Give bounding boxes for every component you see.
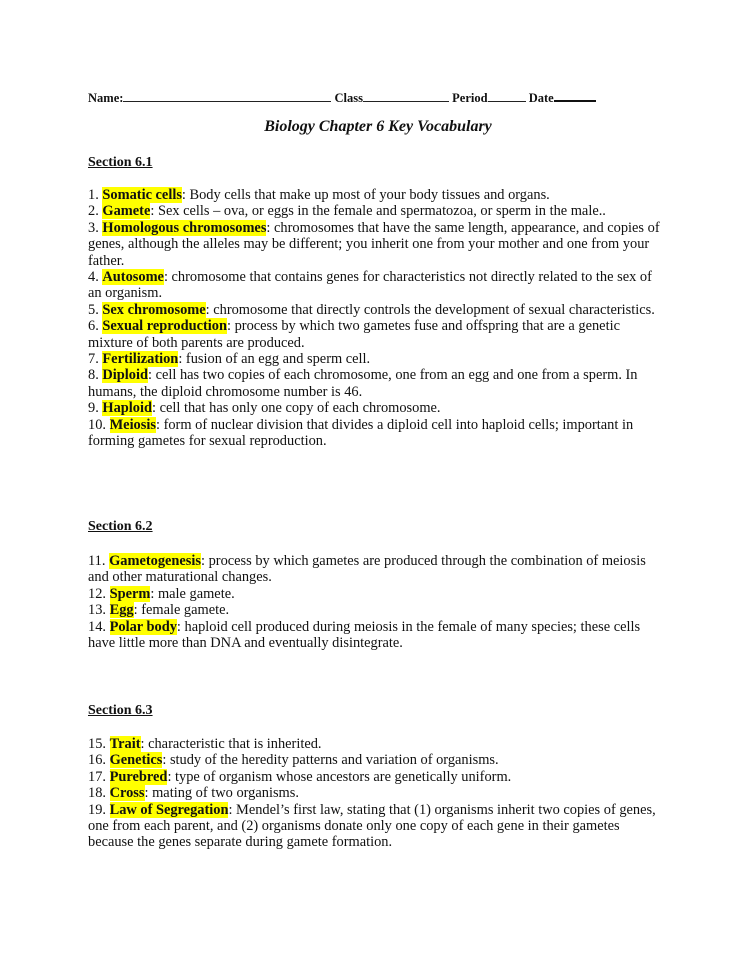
vocab-term: Homologous chromosomes	[102, 219, 267, 236]
vocab-list-6-2	[88, 553, 663, 651]
section-heading-6-3: Section 6.3	[88, 703, 153, 718]
vocab-item: 14. Polar body: haploid cell produced during meiosis in the female of many species; these cells have little more than DNA and eventually disintegrate.	[88, 618, 641, 652]
vocab-definition: : male gamete.	[150, 585, 235, 602]
vocab-definition: : fusion of an egg and sperm cell.	[178, 351, 371, 368]
vocab-item: 16. Genetics: study of the heredity patterns and variation of organisms.	[88, 752, 499, 769]
vocab-definition: : mating of two organisms.	[144, 785, 299, 802]
vocab-definition: : haploid cell produced during meiosis in the female of many species; these cells have little more than DNA and eventually disintegrate.	[88, 618, 641, 652]
vocab-definition: : characteristic that is inherited.	[140, 736, 322, 752]
vocab-item: 15. Trait: characteristic that is inherited.	[88, 736, 322, 752]
vocab-item: 8. Diploid: cell has two copies of each chromosome, one from an egg and one from a sperm. In humans, the diploid chromosome number is 46.	[88, 367, 638, 400]
vocab-definition: : type of organism whose ancestors are genetically uniform.	[167, 768, 512, 785]
vocab-definition: : chromosomes that have the same length, appearance, and copies of genes, although the alleles may be different; you inherit one from your mother and one from your father.	[88, 219, 660, 269]
vocab-term: Law of Segregation	[109, 801, 229, 818]
vocab-term: Egg	[109, 602, 134, 619]
period-label: Period	[452, 91, 488, 105]
vocab-definition: : Body cells that make up most of your body tissues and organs.	[181, 187, 550, 203]
name-label: Name:	[88, 91, 124, 105]
vocab-term: Genetics	[109, 752, 163, 769]
vocab-term: Polar body	[109, 618, 177, 635]
vocab-term: Gamete	[102, 203, 151, 220]
vocab-list-6-1	[88, 187, 663, 450]
page-title: Biology Chapter 6 Key Vocabulary	[264, 118, 492, 135]
vocab-item: 13. Egg: female gamete.	[88, 602, 230, 619]
vocab-definition: : female gamete.	[133, 602, 230, 619]
period-blank	[488, 90, 526, 102]
vocab-definition: : study of the heredity patterns and variation of organisms.	[162, 752, 499, 769]
vocab-term: Autosome	[102, 269, 164, 286]
vocab-definition: : Mendel’s first law, stating that (1) organisms inherit two copies of genes, one from each parent, and (2) organisms donate only one copy of each gene in their gametes because the genes separate during gamete formation.	[88, 801, 656, 851]
vocab-item: 18. Cross: mating of two organisms.	[88, 785, 299, 802]
vocab-definition: : process by which two gametes fuse and offspring that are a genetic mixture of both parents are produced.	[88, 318, 620, 351]
vocab-term: Trait	[109, 736, 141, 752]
vocab-term: Fertilization	[102, 351, 179, 368]
vocab-item: 11. Gametogenesis: process by which gametes are produced through the combination of meiosis and other maturational changes.	[88, 553, 646, 586]
name-blank	[123, 90, 331, 102]
vocab-item: 5. Sex chromosome: chromosome that directly controls the development of sexual characteristics.	[88, 301, 655, 318]
vocab-term: Sex chromosome	[102, 301, 206, 318]
vocab-term: Diploid	[102, 367, 148, 384]
vocab-definition: : process by which gametes are produced through the combination of meiosis and other maturational changes.	[88, 553, 646, 586]
vocab-term: Meiosis	[109, 416, 156, 433]
vocab-term: Gametogenesis	[109, 553, 201, 569]
vocab-item: 9. Haploid: cell that has only one copy of each chromosome.	[88, 400, 441, 417]
vocab-item: 3. Homologous chromosomes: chromosomes that have the same length, appearance, and copies of genes, although the alleles may be different; you inherit one from your mother and one from your father.	[88, 219, 660, 269]
vocab-item: 1. Somatic cells: Body cells that make up most of your body tissues and organs.	[88, 187, 550, 203]
vocab-list-6-3	[88, 736, 663, 851]
vocab-term: Somatic cells	[102, 187, 182, 203]
vocab-item: 10. Meiosis: form of nuclear division that divides a diploid cell into haploid cells; important in forming gametes for sexual reproduction.	[88, 416, 634, 450]
vocab-term: Haploid	[102, 400, 152, 417]
vocab-item: 7. Fertilization: fusion of an egg and sperm cell.	[88, 351, 371, 368]
date-blank	[554, 89, 596, 102]
vocab-definition: : chromosome that directly controls the development of sexual characteristics.	[205, 301, 655, 318]
vocab-definition: : chromosome that contains genes for characteristics not directly related to the sex of an organism.	[88, 269, 652, 302]
vocab-definition: : form of nuclear division that divides a diploid cell into haploid cells; important in forming gametes for sexual reproduction.	[88, 416, 634, 450]
vocab-term: Sperm	[109, 585, 151, 602]
section-heading-6-1: Section 6.1	[88, 155, 153, 170]
vocab-item: 4. Autosome: chromosome that contains genes for characteristics not directly related to the sex of an organism.	[88, 269, 652, 302]
vocab-term: Purebred	[109, 768, 168, 785]
class-label: Class	[334, 91, 364, 105]
student-info-line	[88, 89, 596, 106]
vocab-definition: : Sex cells – ova, or eggs in the female and spermatozoa, or sperm in the male..	[150, 203, 606, 220]
vocab-definition: : cell has two copies of each chromosome, one from an egg and one from a sperm. In humans, the diploid chromosome number is 46.	[88, 367, 638, 400]
vocab-term: Sexual reproduction	[102, 318, 227, 335]
vocab-item: 19. Law of Segregation: Mendel’s first law, stating that (1) organisms inherit two copies of genes, one from each parent, and (2) organisms donate only one copy of each gene in their gametes because the genes separate during gamete formation.	[88, 801, 656, 851]
class-blank	[363, 90, 449, 102]
vocab-item: 6. Sexual reproduction: process by which two gametes fuse and offspring that are a genetic mixture of both parents are produced.	[88, 318, 620, 351]
vocab-item: 17. Purebred: type of organism whose ancestors are genetically uniform.	[88, 768, 512, 785]
date-label: Date	[528, 91, 554, 105]
section-heading-6-2: Section 6.2	[88, 519, 153, 534]
vocab-term: Cross	[109, 785, 145, 802]
vocab-item: 12. Sperm: male gamete.	[88, 585, 235, 602]
vocab-item: 2. Gamete: Sex cells – ova, or eggs in the female and spermatozoa, or sperm in the male..	[88, 203, 606, 220]
vocab-definition: : cell that has only one copy of each chromosome.	[151, 400, 441, 417]
